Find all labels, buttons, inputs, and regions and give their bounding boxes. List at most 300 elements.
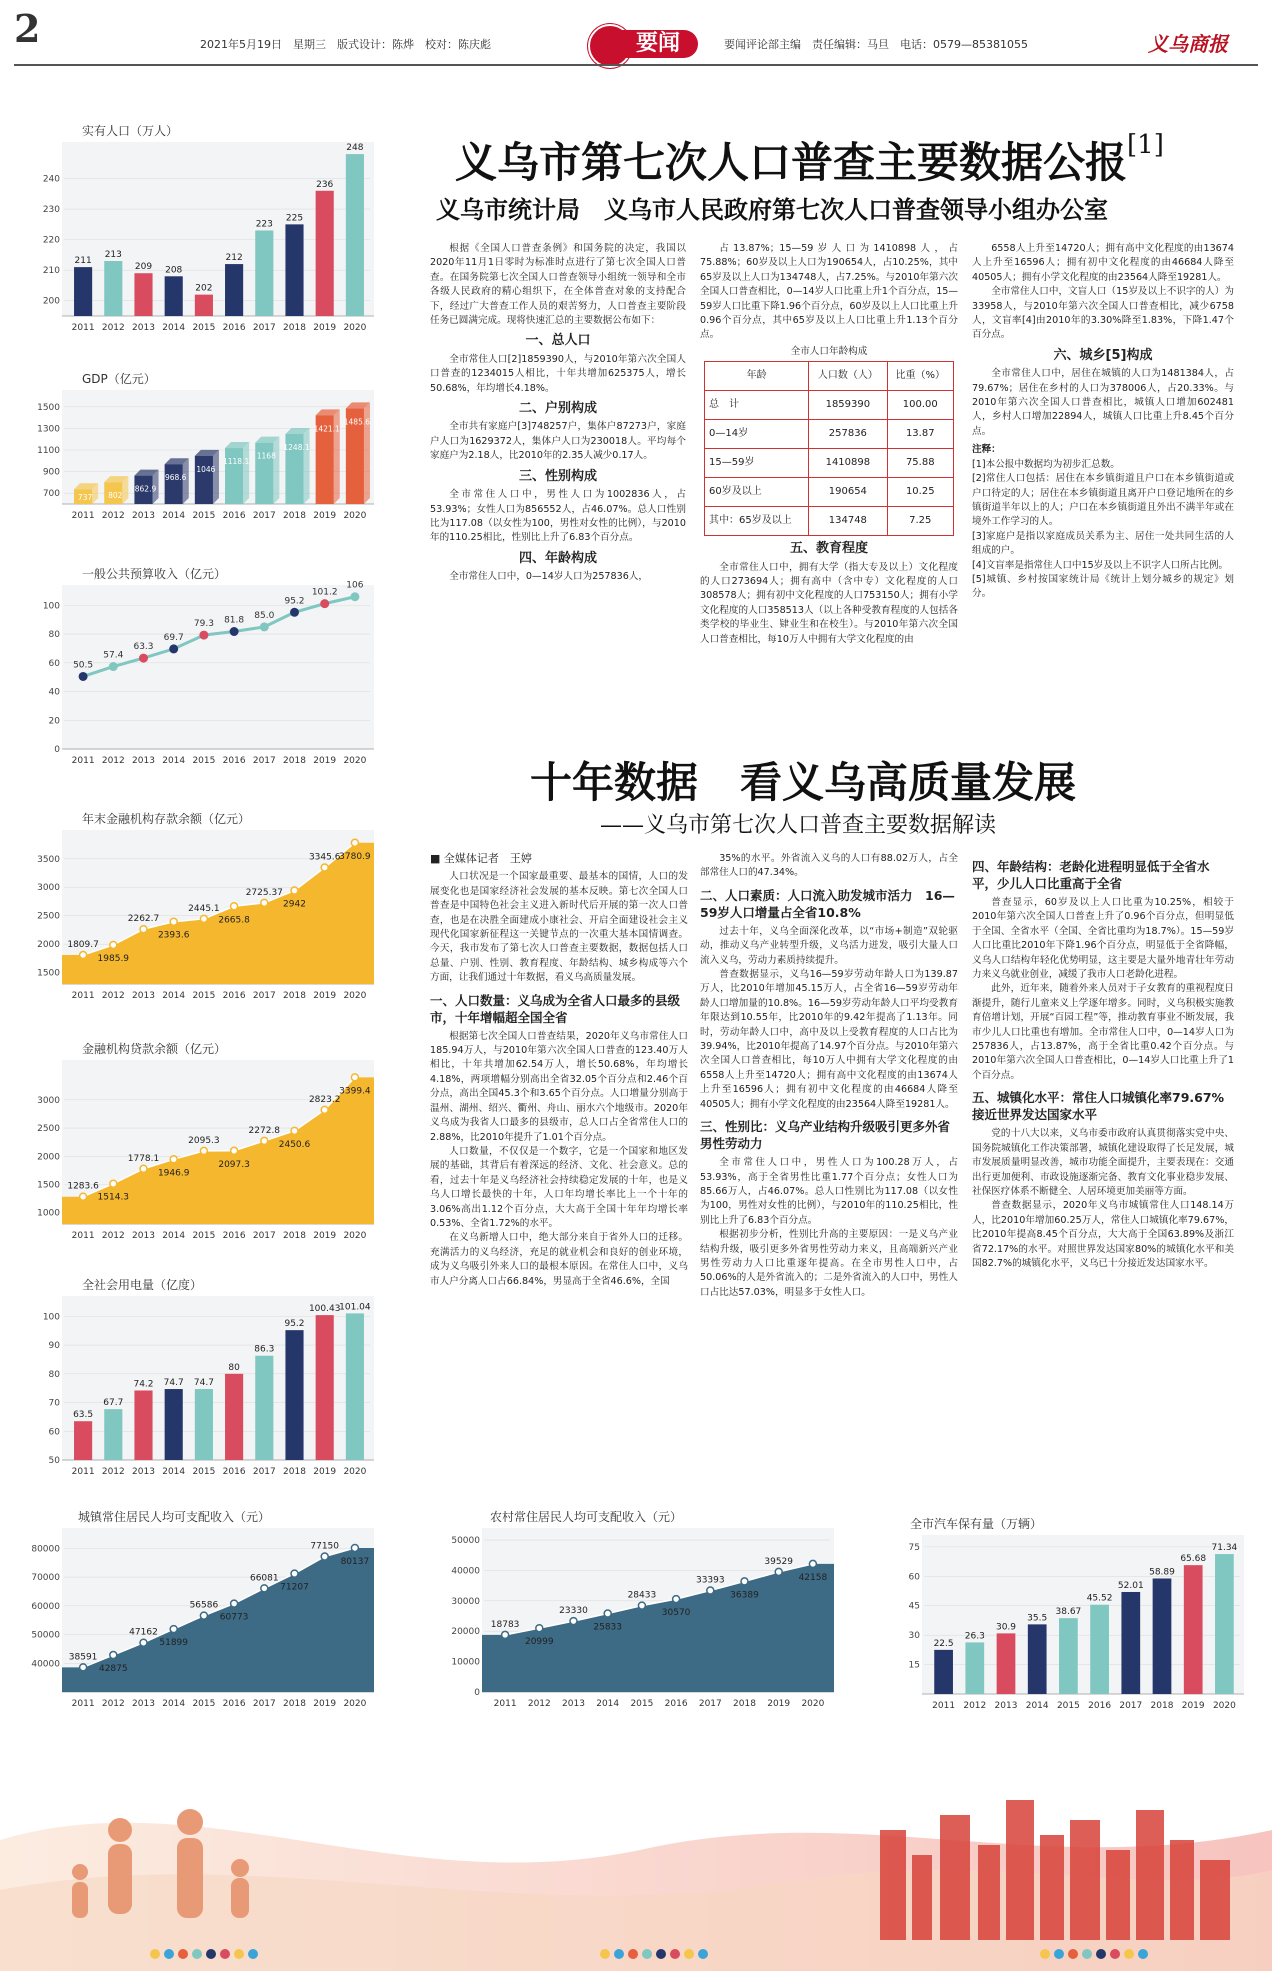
y-tick-label: 100 [42, 601, 60, 612]
paragraph: 根据第七次全国人口普查结果，2020年义乌市常住人口185.94万人，与2010年第六次全国人口普查的123.40万人相比，十年共增加62.54万人，增长50.68%，年均增长4.18%，两项增幅分别高出全省32.05个百分点和2.46个百分点，高出全国45.3个和3.65个百分点。人口增量分别高于温州、湖州、绍兴、衢州、舟山、丽水六个地级市。2020年义乌成为我省人口最多的县级市，总人口占全省常住人口的2.88%，比2010年提升了1.01个百分点。 [430, 1030, 688, 1143]
data-point [140, 926, 147, 933]
footer-dots-center [600, 1944, 712, 1958]
y-tick-label: 60000 [31, 1601, 60, 1612]
footer-dot [206, 1949, 216, 1959]
notes-title: 注释： [972, 444, 1001, 456]
bar [934, 1650, 953, 1694]
data-label: 65.68 [1180, 1554, 1207, 1565]
x-tick-label: 2017 [252, 1467, 276, 1477]
paragraph: 全市常住人口[2]1859390人，与2010年第六次全国人口普查的1234015人相比，十年共增加625375人，增长50.68%，年均增长4.18%。 [430, 353, 686, 394]
paragraph: 全市常住人口中，拥有大学（指大专及以上）文化程度的人口273694人；拥有高中（含中专）文化程度的人口308578人；拥有初中文化程度的人口753150人；拥有小学文化程度的人口358513人（以上各种受教育程度的人包括各类学校的毕业生、肄业生和在校生）。与2010年第六次全国人口普查相比，每10万人中拥有大学文化程度的由 [700, 561, 958, 645]
table-row [705, 507, 954, 536]
x-tick-label: 2016 [222, 511, 246, 521]
chart-deposit [20, 810, 380, 1010]
x-tick-label: 2017 [252, 756, 276, 766]
data-point [290, 608, 299, 617]
x-tick-label: 2019 [313, 1231, 337, 1241]
x-tick-label: 2011 [493, 1699, 517, 1709]
chart-svg [20, 565, 380, 775]
table-row [705, 420, 954, 449]
footer-dot [628, 1949, 638, 1959]
paragraph: 人口状况是一个国家最重要、最基本的国情，人口的发展变化也是国家经济社会发展的基本反映。第七次全国人口普查是中国特色社会主义进入新时代后开展的第一次人口普查，也是在决胜全面建成小康社会、开启全面建设社会主义现代化国家新征程这一关键节点的一次重大基本国情调查。今天，我市发布了第七次人口普查主要数据，数据包括人口总量、户别、性别、教育程度、年龄结构、城乡构成等六个方面，让我们通过十年数据，看义乌高质量发展。 [430, 871, 688, 984]
data-point [291, 887, 298, 894]
chart-gdp [20, 370, 380, 530]
y-tick-label: 50 [48, 1456, 60, 1466]
data-point [321, 1553, 328, 1560]
x-tick-label: 2017 [1119, 1701, 1143, 1711]
paragraph: 6558人上升至14720人；拥有高中文化程度的由13674人上升至16596人；拥有初中文化程度的由46684人降至40505人；拥有小学文化程度的由23564人降至19281人。 [972, 243, 1234, 283]
data-label: 51899 [159, 1638, 189, 1649]
x-tick-label: 2018 [283, 756, 306, 766]
data-point [536, 1625, 543, 1632]
data-label: 236 [316, 179, 334, 190]
section-badge [580, 18, 700, 68]
data-label: 1946.9 [157, 1168, 190, 1179]
data-label: 106 [346, 580, 364, 591]
bar [225, 264, 243, 316]
paragraph: 全市常住人口中，0—14岁人口为257836人， [449, 571, 649, 583]
x-tick-label: 2015 [192, 756, 216, 766]
data-point [321, 1106, 328, 1113]
x-tick-label: 2011 [71, 511, 95, 521]
paragraph: 普查数据显示，2020年义乌市城镇常住人口148.14万人，比2010年增加60.25万人，常住人口城镇化率79.67%，比2010年提高8.45个百分点，大大高于全国63.89%及浙江省72.17%的水平。对照世界发达国家80%的城镇化水平和美国82.7%的城镇化水平，义乌已十分接近发达国家水平。 [972, 1200, 1234, 1269]
table-cell: 60岁及以上 [705, 478, 809, 507]
x-tick-label: 2015 [192, 1467, 216, 1477]
paragraph: 过去十年，义乌全面深化改革，以“市场+制造”双轮驱动，推动义乌产业转型升级，义乌活力迸发，吸引大量人口流入义乌，劳动力素质持续提升。 [700, 925, 958, 966]
data-label: 248 [346, 143, 364, 154]
footer-dot [234, 1949, 244, 1959]
data-label: 95.2 [284, 596, 305, 607]
y-tick-label: 2000 [37, 940, 60, 951]
chart-svg [880, 1515, 1250, 1720]
data-label: 74.7 [193, 1378, 214, 1389]
data-label: 225 [285, 213, 304, 224]
data-point [110, 1652, 117, 1659]
age-table [704, 361, 954, 536]
note-item: [2]常住人口包括：居住在本乡镇街道且户口在本乡镇街道或户口待定的人；居住在本乡镇街道且离开户口登记地所在的乡镇街道半年以上的人；户口在本乡镇街道且外出不满半年或在境外工作学习的人。 [972, 473, 1234, 528]
data-label: 2097.3 [218, 1159, 250, 1170]
bar [195, 1389, 213, 1460]
data-label: 38591 [68, 1652, 98, 1663]
data-point [260, 622, 269, 631]
y-tick-label: 80 [48, 1369, 60, 1380]
table-cell: 比重（%） [887, 362, 953, 391]
data-label: 862.9 [134, 484, 157, 494]
footer-dot [642, 1949, 652, 1959]
data-label: 57.4 [103, 650, 124, 661]
table-title: 全市人口年龄构成 [790, 345, 868, 357]
table-row [705, 391, 954, 420]
data-point [351, 839, 358, 846]
x-tick-label: 2011 [71, 1467, 95, 1477]
data-label: 2272.8 [248, 1125, 281, 1136]
y-tick-label: 45 [908, 1601, 920, 1612]
footer-dot [698, 1949, 708, 1959]
y-tick-label: 75 [908, 1542, 920, 1553]
x-tick-label: 2014 [162, 1231, 186, 1241]
footer-dot [684, 1949, 694, 1959]
data-label: 42875 [98, 1664, 128, 1675]
data-point [320, 599, 329, 608]
chart-population [20, 122, 380, 342]
x-tick-label: 2020 [343, 511, 367, 521]
data-label: 101.04 [339, 1302, 371, 1313]
x-tick-label: 2013 [132, 323, 155, 333]
y-tick-label: 0 [474, 1688, 480, 1698]
x-tick-label: 2012 [101, 991, 125, 1001]
data-label: 77150 [310, 1541, 340, 1552]
data-label: 63.3 [133, 642, 154, 653]
section-name: 要闻 [618, 30, 698, 58]
x-tick-label: 2013 [132, 1699, 155, 1709]
x-tick-label: 2015 [192, 323, 216, 333]
x-tick-label: 2018 [733, 1699, 756, 1709]
table-cell: 190654 [809, 478, 887, 507]
x-tick-label: 2011 [932, 1701, 956, 1711]
data-label: 85.0 [254, 610, 275, 621]
data-label: 2450.6 [278, 1139, 311, 1150]
note-item: [5]城镇、乡村按国家统计局《统计上划分城乡的规定》划分。 [972, 573, 1234, 600]
x-tick-label: 2019 [313, 756, 337, 766]
table-cell: 100.00 [887, 391, 953, 420]
data-point [291, 1127, 298, 1134]
x-tick-label: 2011 [71, 756, 95, 766]
data-label: 968.6 [164, 473, 187, 483]
bar-side [243, 442, 249, 504]
table-cell: 15—59岁 [705, 449, 809, 478]
y-tick-label: 60 [908, 1572, 920, 1583]
table-row [705, 449, 954, 478]
data-point [170, 1156, 177, 1163]
data-point [170, 918, 177, 925]
data-label: 2262.7 [127, 914, 160, 925]
footer-dot [1096, 1949, 1106, 1959]
data-label: 1485.6 [343, 417, 371, 427]
y-tick-label: 30000 [451, 1596, 480, 1607]
bar-side [304, 428, 310, 504]
bar [316, 1315, 334, 1460]
x-tick-label: 2013 [132, 1231, 155, 1241]
bar [1028, 1624, 1047, 1694]
data-label: 1421.1 [313, 424, 340, 434]
x-tick-label: 2020 [1212, 1701, 1236, 1711]
byline [430, 852, 688, 866]
x-tick-label: 2016 [222, 756, 246, 766]
x-tick-label: 2019 [1181, 1701, 1205, 1711]
data-label: 28433 [627, 1590, 657, 1601]
data-point [741, 1578, 748, 1585]
x-tick-label: 2019 [313, 1699, 337, 1709]
data-label: 3780.9 [339, 851, 371, 862]
data-point [231, 1147, 238, 1154]
data-point [200, 915, 207, 922]
data-label: 50.5 [73, 660, 94, 671]
y-tick-label: 2500 [37, 1124, 60, 1135]
article1-subtitle: 义乌市统计局 义乌市人民政府第七次人口普查领导小组办公室 [436, 195, 1108, 224]
data-point [170, 1626, 177, 1633]
data-label: 209 [134, 262, 153, 273]
article2-column-1 [430, 852, 688, 1289]
chart-svg [20, 1508, 380, 1718]
table-cell: 1859390 [809, 391, 887, 420]
data-label: 56586 [189, 1600, 219, 1611]
x-tick-label: 2019 [313, 323, 337, 333]
paragraph: 此外，近年来，随着外来人员对于子女教育的重视程度日渐提升，随行儿童来义上学逐年增多。同时，义乌积极实施教育倍增计划，开展“百园工程”等，推动教育事业不断发展，我市少儿人口比重也有增加。全市常住人口中，0—14岁人口为257836人，占13.87%，高于全省比重0.42个百分点。与2010年第六次全国人口普查相比，0—14岁人口比重上升了1个百分点。 [972, 983, 1234, 1081]
x-tick-label: 2020 [343, 991, 367, 1001]
section-heading: 一、人口数量：义乌成为全省人口最多的县级市，十年增幅超全国全省 [430, 992, 681, 1025]
data-label: 20999 [524, 1637, 554, 1648]
footer-dots-right [1040, 1944, 1152, 1958]
data-point [140, 1639, 147, 1646]
chart-urban-income [20, 1508, 380, 1718]
data-point [673, 1596, 680, 1603]
chart-budget [20, 565, 380, 775]
footer-dot [1124, 1949, 1134, 1959]
x-tick-label: 2016 [222, 1699, 246, 1709]
y-tick-label: 1500 [37, 968, 60, 979]
chart-svg [20, 1040, 380, 1250]
x-tick-label: 2011 [71, 1231, 95, 1241]
footer-dot [192, 1949, 202, 1959]
note-item: [4]文盲率是指常住人口中15岁及以上不识字人口所占比例。 [972, 559, 1229, 571]
x-tick-label: 2014 [162, 756, 186, 766]
table-cell: 0—14岁 [705, 420, 809, 449]
footer-dot [178, 1949, 188, 1959]
x-tick-label: 2020 [343, 1699, 367, 1709]
data-point [707, 1587, 714, 1594]
y-tick-label: 210 [42, 266, 60, 277]
data-label: 101.2 [311, 587, 338, 598]
date-line: 2021年5月19日 星期三 版式设计：陈烨 校对：陈庆彪 [200, 38, 491, 51]
data-label: 36389 [730, 1590, 759, 1601]
section-heading: 五、教育程度 [789, 541, 868, 557]
data-label: 2665.8 [218, 915, 250, 926]
y-tick-label: 1000 [37, 1208, 60, 1219]
data-label: 71.34 [1211, 1543, 1238, 1554]
data-point [809, 1560, 816, 1567]
bar [195, 456, 216, 504]
data-point [80, 1664, 87, 1671]
data-label: 45.52 [1086, 1593, 1113, 1604]
table-row [705, 478, 954, 507]
x-tick-label: 2012 [101, 1699, 125, 1709]
y-tick-label: 20 [48, 716, 60, 727]
data-point [261, 1137, 268, 1144]
x-tick-label: 2015 [192, 1231, 216, 1241]
chart-svg [20, 1276, 380, 1486]
y-tick-label: 3000 [37, 883, 60, 894]
chart-svg [20, 370, 380, 530]
y-tick-label: 220 [42, 235, 60, 246]
table-cell: 134748 [809, 507, 887, 536]
bar [1059, 1618, 1078, 1694]
y-tick-label: 2000 [37, 1152, 60, 1163]
bar [1121, 1592, 1140, 1694]
data-point [80, 1193, 87, 1200]
x-tick-label: 2013 [994, 1701, 1018, 1711]
data-label: 80 [228, 1362, 240, 1373]
data-point [230, 627, 239, 636]
x-tick-label: 2014 [162, 1467, 186, 1477]
data-point [291, 1570, 298, 1577]
paragraph: 普查显示，60岁及以上人口比重为10.25%，相较于2010年第六次全国人口普查上升了0.96个百分点，但明显低于全国、全省水平（全国、全省比重均为18.7%）。15—59岁人口比重比2010年下降1.96个百分点，明显低于全省降幅，义乌人口结构年轻化优势明显，这主要是大量外地青壮年劳动力来义乌就业创业，减缓了我市人口老龄化进程。 [972, 897, 1234, 981]
x-tick-label: 2012 [527, 1699, 551, 1709]
data-label: 38.67 [1055, 1607, 1082, 1618]
bar [225, 1374, 243, 1460]
section-heading: 六、城乡[5]构成 [1053, 347, 1153, 363]
data-point [351, 1544, 358, 1551]
data-label: 67.7 [103, 1398, 124, 1409]
x-tick-label: 2015 [192, 1699, 216, 1709]
data-point [321, 864, 328, 871]
x-tick-label: 2020 [343, 323, 367, 333]
bar [134, 1390, 152, 1460]
chart-title: 城镇常住居民人均可支配收入（元） [78, 1510, 271, 1524]
footer-dot [1110, 1949, 1120, 1959]
bar [1153, 1578, 1172, 1694]
x-tick-label: 2018 [1150, 1701, 1174, 1711]
chart-power [20, 1276, 380, 1486]
y-tick-label: 60 [48, 658, 60, 669]
article2-column-3 [972, 852, 1237, 1271]
footer-dot [614, 1949, 624, 1959]
y-tick-label: 80000 [31, 1544, 60, 1555]
chart-svg [20, 810, 380, 1010]
data-label: 47162 [129, 1627, 158, 1638]
data-label: 1168 [256, 451, 276, 461]
paragraph: 占13.87%；15—59岁人口为1410898人，占75.88%；60岁及以上人口为190654人，占10.25%，其中65岁及以上人口为134748人，占7.25%。与2010年第六次全国人口普查相比，0—14岁人口比重上升1个百分点，15—59岁人口比重下降1.96个百分点，60岁及以上人口比重上升0.96个百分点，其中65岁及以上人口比重上升1.13个百分点。 [700, 243, 958, 341]
x-tick-label: 2012 [963, 1701, 987, 1711]
byline-text: 全媒体记者 王婷 [443, 852, 532, 865]
article1-column-1 [430, 242, 686, 585]
data-point [110, 1180, 117, 1187]
data-point [199, 631, 208, 640]
data-label: 30570 [661, 1608, 691, 1619]
data-label: 58.89 [1149, 1567, 1175, 1578]
footer-illustration [0, 1760, 1272, 1971]
chart-car-ownership [880, 1515, 1250, 1720]
x-tick-label: 2015 [192, 511, 216, 521]
section-heading: 二、户别构成 [518, 401, 597, 417]
y-tick-label: 240 [42, 174, 60, 185]
table-cell: 人口数（人） [809, 362, 887, 391]
note-item: [1]本公报中数据均为初步汇总数。 [972, 458, 1120, 470]
data-label: 1985.9 [97, 953, 130, 964]
article1-column-3 [972, 242, 1234, 602]
data-label: 42158 [798, 1572, 828, 1583]
header-rule [14, 64, 1258, 66]
bar [255, 230, 273, 316]
footer-dot [1054, 1949, 1064, 1959]
x-tick-label: 2016 [222, 1467, 246, 1477]
table-cell: 1410898 [809, 449, 887, 478]
chart-title: 全市汽车保有量（万辆） [910, 1517, 1043, 1531]
data-point [775, 1568, 782, 1575]
x-tick-label: 2012 [101, 1231, 125, 1241]
y-tick-label: 50000 [451, 1536, 480, 1547]
data-point [231, 1600, 238, 1607]
y-tick-label: 230 [42, 205, 60, 216]
data-label: 3399.4 [339, 1086, 371, 1097]
x-tick-label: 2019 [313, 991, 337, 1001]
paper-logo: 义乌商报 [1148, 32, 1228, 56]
y-tick-label: 1500 [37, 402, 60, 413]
footer-dot [600, 1949, 610, 1959]
chart-rural-income [440, 1508, 840, 1718]
table-cell: 7.25 [887, 507, 953, 536]
paragraph: 人口数量，不仅仅是一个数字，它是一个国家和地区发展的基础，其背后有着深远的经济、文化、社会意义。总的看，过去十年是义乌经济社会持续稳定发展的十年，也是义乌人口增长最快的十年，人口年均增长率比上一个十年的3.06%高出1.12个百分点，大大高于全国十年年均增长率0.53%、全省1.72%的水平。 [430, 1145, 688, 1229]
paragraph: 全市常住人口中，文盲人口（15岁及以上不识字的人）为33958人，与2010年第六次全国人口普查相比，减少6758人，文盲率[4]由2010年的3.30%降至1.83%，下降1.47个百分点。 [972, 286, 1234, 341]
bar [285, 1330, 303, 1460]
bar [165, 464, 183, 504]
footer-dot [656, 1949, 666, 1959]
x-tick-label: 2015 [192, 991, 216, 1001]
x-tick-label: 2015 [630, 1699, 654, 1709]
data-label: 213 [104, 250, 122, 261]
bar [346, 154, 364, 316]
x-tick-label: 2013 [132, 991, 155, 1001]
bar [165, 1389, 183, 1460]
page-header [0, 0, 1272, 80]
bar [285, 224, 303, 316]
section-heading: 三、性别比：义乌产业结构升级吸引更多外省男性劳动力 [700, 1119, 951, 1152]
footer-dot [248, 1949, 258, 1959]
x-tick-label: 2016 [222, 323, 246, 333]
x-tick-label: 2017 [252, 1231, 276, 1241]
x-tick-label: 2014 [1025, 1701, 1049, 1711]
data-label: 1809.7 [67, 939, 99, 950]
data-label: 3345.6 [308, 852, 341, 863]
table-header-row [705, 362, 954, 391]
section-heading: 二、人口素质：人口流入助发城市活力 16—59岁人口增量占全省10.8% [700, 887, 955, 920]
data-point [140, 1165, 147, 1172]
x-tick-label: 2015 [1056, 1701, 1080, 1711]
data-point [200, 1147, 207, 1154]
data-label: 2393.6 [157, 930, 190, 941]
y-tick-label: 900 [42, 467, 60, 478]
x-tick-label: 2017 [252, 511, 276, 521]
bar [74, 1421, 92, 1460]
y-tick-label: 100 [42, 1312, 60, 1323]
data-point [200, 1612, 207, 1619]
data-label: 1046 [196, 464, 216, 474]
bar [104, 1409, 122, 1460]
note-item: [3]家庭户是指以家庭成员关系为主、居住一处共同生活的人组成的户。 [972, 530, 1234, 557]
chart-title: 年末金融机构存款余额（亿元） [82, 812, 251, 826]
data-label: 208 [165, 265, 183, 276]
data-label: 2095.3 [188, 1135, 220, 1146]
y-tick-label: 1500 [37, 1180, 60, 1191]
data-point [231, 903, 238, 910]
table-cell: 总 计 [705, 391, 809, 420]
y-tick-label: 15 [908, 1660, 920, 1671]
x-tick-label: 2014 [162, 1699, 186, 1709]
table-cell: 257836 [809, 420, 887, 449]
data-point [109, 662, 118, 671]
x-tick-label: 2020 [343, 1467, 367, 1477]
data-point [110, 941, 117, 948]
y-tick-label: 200 [42, 296, 60, 307]
data-point [570, 1618, 577, 1625]
y-tick-label: 700 [42, 489, 60, 500]
data-label: 18783 [490, 1619, 520, 1630]
chart-loan [20, 1040, 380, 1250]
data-label: 74.2 [133, 1379, 154, 1390]
x-tick-label: 2018 [283, 991, 306, 1001]
x-tick-label: 2011 [71, 323, 95, 333]
data-label: 74.7 [163, 1378, 184, 1389]
data-label: 1778.1 [127, 1153, 160, 1164]
